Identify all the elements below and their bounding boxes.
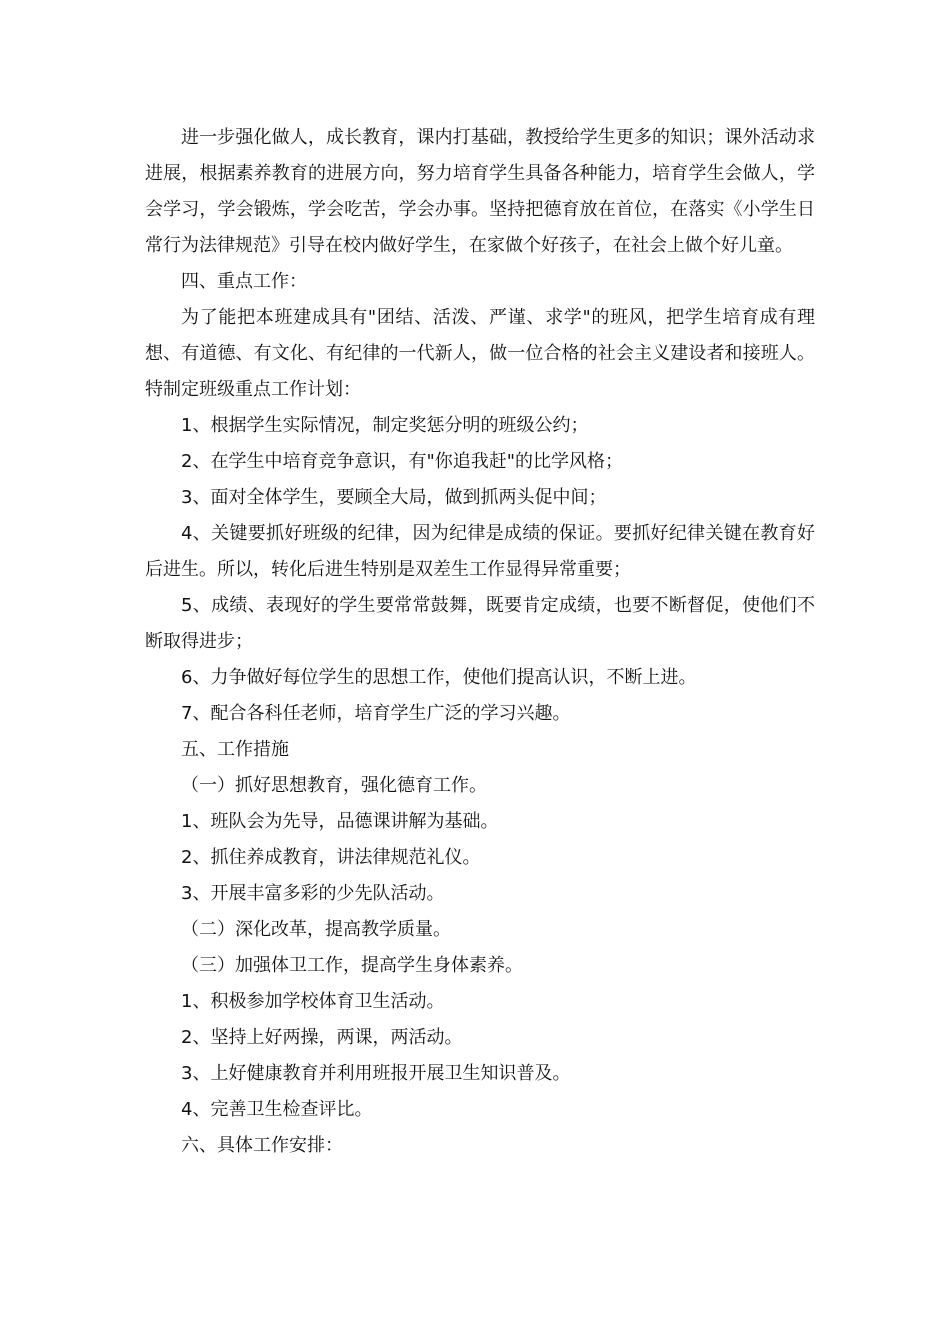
list-item: 5、成绩、表现好的学生要常常鼓舞，既要肯定成绩，也要不断督促，使他们不断取得进步； <box>145 595 815 652</box>
list-item: 2、在学生中培育竞争意识，有"你追我赶"的比学风格； <box>181 451 624 472</box>
list-item: 1、根据学生实际情况，制定奖惩分明的班级公约； <box>181 415 589 436</box>
list-item: 3、面对全体学生，要顾全大局，做到抓两头促中间； <box>181 487 607 508</box>
subsection-heading: （二）深化改革，提高教学质量。 <box>181 919 451 940</box>
section-4-heading: 四、重点工作： <box>181 271 307 292</box>
list-item: 4、关键要抓好班级的纪律，因为纪律是成绩的保证。要抓好纪律关键在教育好后进生。所以，转化后进生特别是双差生工作显得异常重要； <box>145 523 815 580</box>
list-item: 4、完善卫生检查评比。 <box>181 1099 373 1120</box>
list-item: 1、班队会为先导，品德课讲解为基础。 <box>181 811 499 832</box>
list-item: 6、力争做好每位学生的思想工作，使他们提高认识，不断上进。 <box>181 667 697 688</box>
list-item: 1、积极参加学校体育卫生活动。 <box>181 991 445 1012</box>
section-4-paragraph: 为了能把本班建成具有"团结、活泼、严谨、求学"的班风，把学生培育成有理想、有道德、有文化、有纪律的一代新人，做一位合格的社会主义建设者和接班人。特制定班级重点工作计划： <box>145 307 815 400</box>
list-item: 2、坚持上好两操，两课，两活动。 <box>181 1027 463 1048</box>
list-item: 3、上好健康教育并利用班报开展卫生知识普及。 <box>181 1063 571 1084</box>
list-item: 2、抓住养成教育，讲法律规范礼仪。 <box>181 847 481 868</box>
intro-paragraph: 进一步强化做人，成长教育，课内打基础，教授给学生更多的知识；课外活动求进展，根据素养教育的进展方向，努力培育学生具备各种能力，培育学生会做人，学会学习，学会锻炼，学会吃苦，学会办事。坚持把德育放在首位，在落实《小学生日常行为法律规范》引导在校内做好学生，在家做个好孩子，在社会上做个好儿童。 <box>145 127 815 256</box>
subsection-heading: （三）加强体卫工作，提高学生身体素养。 <box>181 955 523 976</box>
section-6-heading: 六、具体工作安排： <box>181 1135 343 1156</box>
document-body <box>145 120 815 1164</box>
subsection-heading: （一）抓好思想教育，强化德育工作。 <box>181 775 487 796</box>
list-item: 7、配合各科任老师，培育学生广泛的学习兴趣。 <box>181 703 571 724</box>
list-item: 3、开展丰富多彩的少先队活动。 <box>181 883 445 904</box>
section-5-heading: 五、工作措施 <box>181 739 289 760</box>
